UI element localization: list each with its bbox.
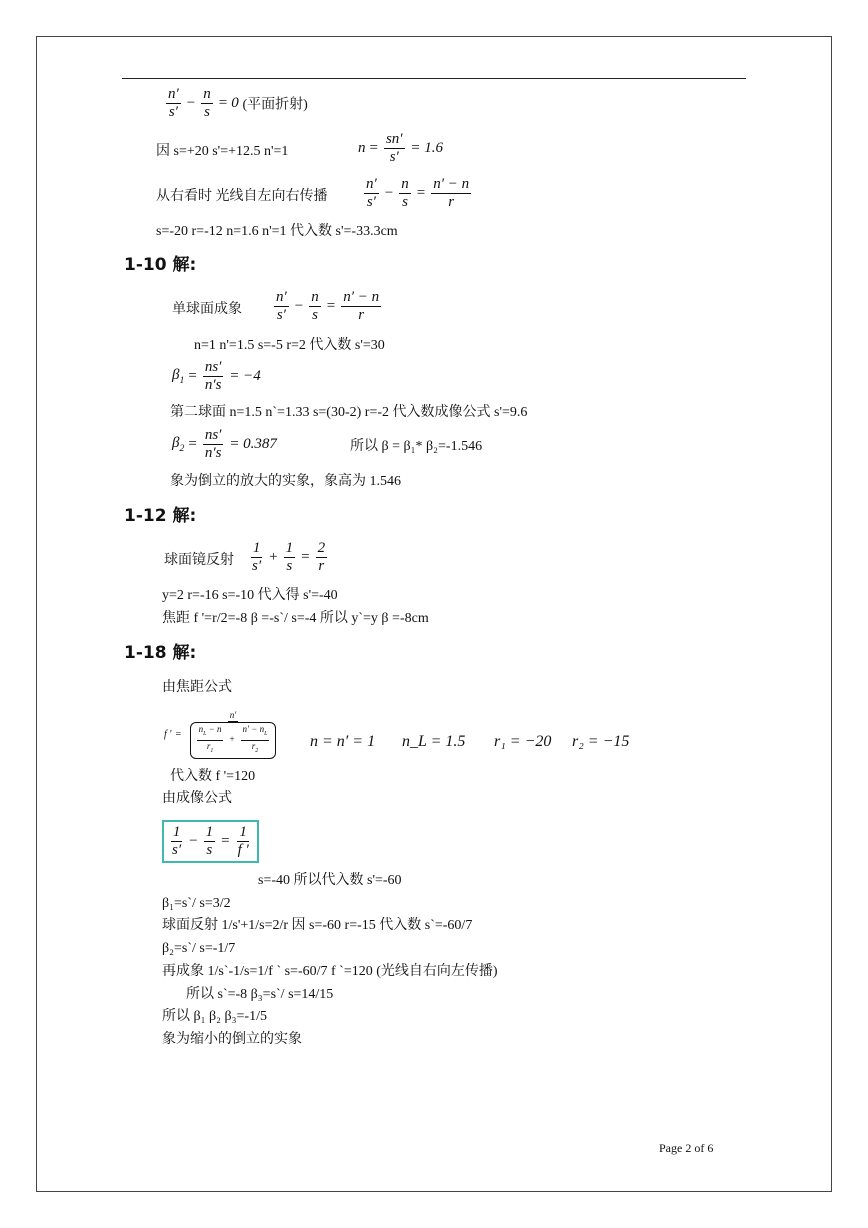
right-view-line: 从右看时 光线自左向右传播 [156,189,328,204]
s118-conclusion: 象为缩小的倒立的实象 [162,1032,302,1047]
heading-1-10: 1-10 解: [124,255,197,275]
header-rule [122,78,746,79]
s110-conclusion: 象为倒立的放大的实象，象高为 1.546 [170,474,401,489]
s112-focal: 焦距 f '=r/2=-8 β =-s`/ s=-4 所以 y`=y β =-8cm [162,611,429,626]
s118-line-again: 再成象 1/s`-1/s=1/f ` s=-60/7 f `=120 (光线自右向左传播) [162,964,498,979]
s110-beta2: $\beta_2$ = $\frac{ns'}{n's}$ = 0.387 [172,427,277,461]
s118-line-b2: β₂=s`/ s=-1/7 [162,941,236,956]
s118-line-b1: β₁=s`/ s=3/2 [162,896,231,911]
s110-beta1: $\beta_1$ = $\frac{ns'}{n's}$ = −4 [172,359,261,393]
equation-plane-refraction: $\frac{n'}{s'}$ − $\frac{n}{s}$ = 0 (平面折射) [168,86,308,120]
s110-values: n=1 n'=1.5 s=-5 r=2 代入数 s'=30 [194,338,385,353]
s118-line-reflect: 球面反射 1/s'+1/s=2/r 因 s=-60 r=-15 代入数 s`=-60/7 [162,918,473,933]
s118-cond-nl: n_L = 1.5 [402,733,466,750]
s110-beta-total: 所以 β = β₁* β₂=-1.546 [350,439,483,454]
s118-line-s: s=-40 所以代入数 s'=-60 [258,873,402,888]
s118-line-so: 所以 s`=-8 β₃=s`/ s=14/15 [186,987,334,1002]
s112-intro: 球面镜反射 [164,553,234,568]
s110-equation: $\frac{n'}{s'}$ − $\frac{n}{s}$ = $\frac{n' - n}{r}$ [276,289,380,323]
substitution-line: s=-20 r=-12 n=1.6 n'=1 代入数 s'=-33.3cm [156,224,398,239]
s110-beta2-result: = 0.387 [229,436,277,452]
heading-1-12: 1-12 解: [124,506,197,526]
s112-mirror-equation: $\frac{1}{s'}$ + $\frac{1}{s}$ = $\frac{2}{r}$ [252,540,326,574]
s118-intro2: 由成像公式 [162,791,232,806]
s110-beta1-result: = −4 [229,368,261,384]
heading-1-18: 1-18 解: [124,643,197,663]
s118-line-total: 所以 β₁ β₂ β₃=-1/5 [162,1009,267,1024]
s112-values: y=2 r=-16 s=-10 代入得 s'=-40 [162,588,338,603]
s118-imaging-formula: $\frac{1}{s'}$ − $\frac{1}{s}$ = $\frac{1}{f '}$ [162,820,259,863]
s118-focal-formula: f ′ = n′ $\frac{n_L - n}{r_1}$ + $\frac{n' - n_L}{r_2}$ [164,710,278,759]
s110-second-surface: 第二球面 n=1.5 n`=1.33 s=(30-2) r=-2 代入数成像公式 s'=9.6 [170,405,528,420]
s118-cond-r1: r₁ = −20 [494,733,552,750]
given-values-line: 因 s=+20 s'=+12.5 n'=1 [156,144,289,159]
equation-n-result: = 1.6 [410,140,443,156]
equation-refraction-right: $\frac{n'}{s'}$ − $\frac{n}{s}$ = $\frac{n' - n}{r}$ [366,176,470,210]
s118-cond-n: n = n′ = 1 [310,733,376,750]
equation-note: (平面折射) [242,97,308,113]
equation-n: n = $\frac{sn'}{s'}$ = 1.6 [358,131,443,165]
s118-focal-result: 代入数 f '=120 [170,769,256,784]
page-number: Page 2 of 6 [659,1141,714,1155]
s110-intro: 单球面成象 [172,302,242,317]
s118-cond-r2: r₂ = −15 [572,733,630,750]
s118-intro: 由焦距公式 [162,680,232,695]
